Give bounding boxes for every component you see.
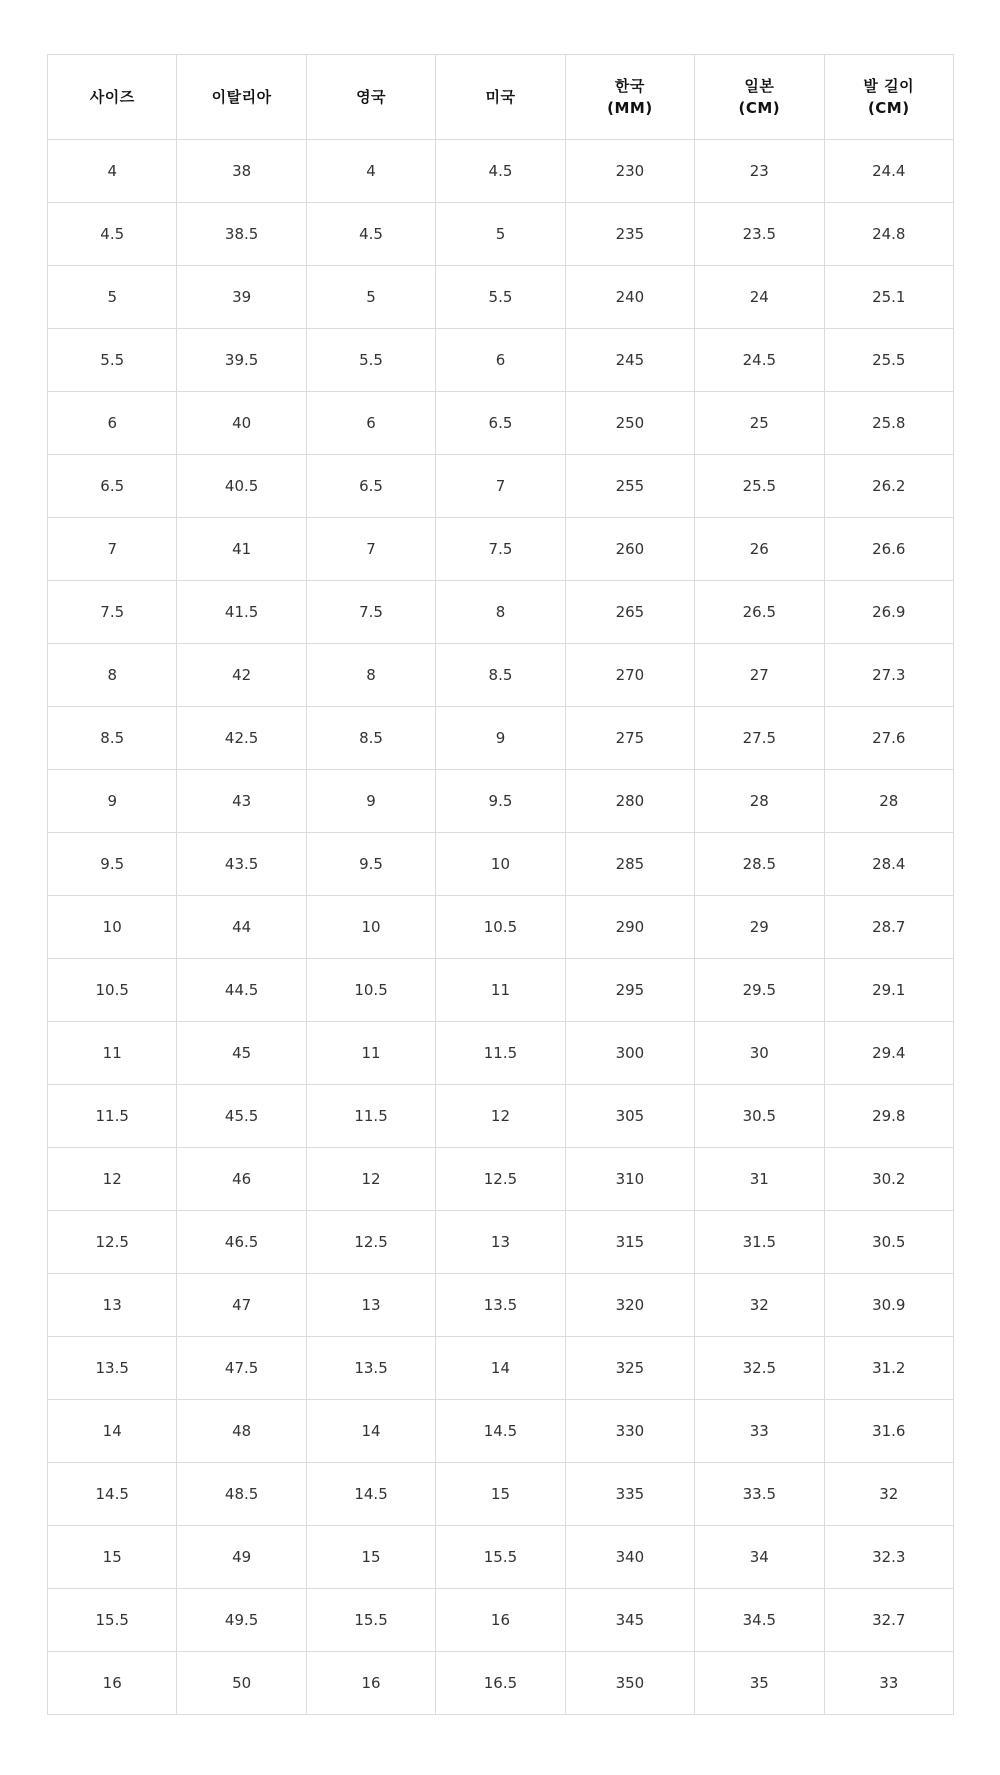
table-cell: 42.5 <box>177 707 306 770</box>
table-cell: 5 <box>436 203 565 266</box>
table-cell: 26 <box>695 518 824 581</box>
table-cell: 31.2 <box>824 1337 953 1400</box>
table-cell: 285 <box>565 833 694 896</box>
size-conversion-table <box>47 54 954 1715</box>
table-cell: 255 <box>565 455 694 518</box>
table-cell: 15 <box>306 1526 435 1589</box>
table-cell: 7 <box>436 455 565 518</box>
header-foot-length-cm <box>824 55 953 140</box>
table-cell: 335 <box>565 1463 694 1526</box>
table-cell: 12 <box>436 1085 565 1148</box>
table-cell: 24.8 <box>824 203 953 266</box>
table-row <box>48 518 954 581</box>
table-cell: 305 <box>565 1085 694 1148</box>
table-cell: 14 <box>306 1400 435 1463</box>
table-cell: 44.5 <box>177 959 306 1022</box>
table-cell: 15.5 <box>436 1526 565 1589</box>
table-cell: 9 <box>436 707 565 770</box>
table-cell: 315 <box>565 1211 694 1274</box>
table-cell: 28.4 <box>824 833 953 896</box>
table-cell: 8.5 <box>48 707 177 770</box>
table-row <box>48 203 954 266</box>
table-cell: 235 <box>565 203 694 266</box>
table-cell: 39 <box>177 266 306 329</box>
table-cell: 13 <box>48 1274 177 1337</box>
table-cell: 7 <box>306 518 435 581</box>
header-japan-cm <box>695 55 824 140</box>
table-cell: 29.8 <box>824 1085 953 1148</box>
table-cell: 11.5 <box>436 1022 565 1085</box>
table-cell: 12.5 <box>48 1211 177 1274</box>
table-cell: 32 <box>695 1274 824 1337</box>
table-cell: 24.5 <box>695 329 824 392</box>
table-cell: 10 <box>48 896 177 959</box>
column-header-label: 사이즈 <box>89 88 135 106</box>
table-cell: 47.5 <box>177 1337 306 1400</box>
table-cell: 4.5 <box>306 203 435 266</box>
table-cell: 5.5 <box>48 329 177 392</box>
table-cell: 29.5 <box>695 959 824 1022</box>
table-cell: 50 <box>177 1652 306 1715</box>
table-cell: 7.5 <box>436 518 565 581</box>
table-cell: 33 <box>824 1652 953 1715</box>
table-cell: 13 <box>306 1274 435 1337</box>
table-cell: 325 <box>565 1337 694 1400</box>
column-header-label: (MM) <box>607 99 653 117</box>
column-header-label: 일본 <box>744 77 775 95</box>
table-cell: 24.4 <box>824 140 953 203</box>
table-cell: 12.5 <box>306 1211 435 1274</box>
table-cell: 345 <box>565 1589 694 1652</box>
table-cell: 295 <box>565 959 694 1022</box>
table-body <box>48 140 954 1715</box>
column-header-label: (CM) <box>738 99 781 117</box>
table-cell: 33 <box>695 1400 824 1463</box>
table-cell: 46 <box>177 1148 306 1211</box>
table-cell: 14.5 <box>306 1463 435 1526</box>
table-row <box>48 1463 954 1526</box>
table-cell: 265 <box>565 581 694 644</box>
table-cell: 43 <box>177 770 306 833</box>
table-cell: 16 <box>306 1652 435 1715</box>
table-cell: 32.3 <box>824 1526 953 1589</box>
table-cell: 9.5 <box>436 770 565 833</box>
table-cell: 41.5 <box>177 581 306 644</box>
table-cell: 27.3 <box>824 644 953 707</box>
table-cell: 26.2 <box>824 455 953 518</box>
table-row <box>48 770 954 833</box>
table-cell: 10.5 <box>436 896 565 959</box>
table-cell: 6.5 <box>48 455 177 518</box>
table-cell: 33.5 <box>695 1463 824 1526</box>
table-cell: 10 <box>306 896 435 959</box>
table-cell: 6.5 <box>436 392 565 455</box>
table-row <box>48 1526 954 1589</box>
table-cell: 26.6 <box>824 518 953 581</box>
column-header-label: 한국 <box>614 77 645 95</box>
table-cell: 14.5 <box>48 1463 177 1526</box>
table-cell: 31.6 <box>824 1400 953 1463</box>
table-row <box>48 1400 954 1463</box>
table-cell: 49.5 <box>177 1589 306 1652</box>
table-cell: 5 <box>306 266 435 329</box>
table-cell: 280 <box>565 770 694 833</box>
table-cell: 26.5 <box>695 581 824 644</box>
table-cell: 32 <box>824 1463 953 1526</box>
table-cell: 40.5 <box>177 455 306 518</box>
table-cell: 15 <box>436 1463 565 1526</box>
table-row <box>48 140 954 203</box>
table-cell: 8.5 <box>306 707 435 770</box>
table-cell: 11.5 <box>306 1085 435 1148</box>
table-row <box>48 392 954 455</box>
column-header-label: 영국 <box>356 88 387 106</box>
table-cell: 14.5 <box>436 1400 565 1463</box>
table-cell: 10 <box>436 833 565 896</box>
table-cell: 28.5 <box>695 833 824 896</box>
table-cell: 4 <box>306 140 435 203</box>
table-cell: 27.6 <box>824 707 953 770</box>
table-row <box>48 1211 954 1274</box>
table-cell: 13 <box>436 1211 565 1274</box>
table-cell: 29 <box>695 896 824 959</box>
table-cell: 30.2 <box>824 1148 953 1211</box>
table-cell: 11 <box>436 959 565 1022</box>
table-cell: 30.5 <box>695 1085 824 1148</box>
table-cell: 26.9 <box>824 581 953 644</box>
table-cell: 32.7 <box>824 1589 953 1652</box>
table-row <box>48 329 954 392</box>
table-row <box>48 1337 954 1400</box>
table-cell: 16 <box>48 1652 177 1715</box>
table-cell: 31.5 <box>695 1211 824 1274</box>
table-cell: 24 <box>695 266 824 329</box>
table-cell: 47 <box>177 1274 306 1337</box>
table-cell: 23 <box>695 140 824 203</box>
table-cell: 4.5 <box>436 140 565 203</box>
table-cell: 300 <box>565 1022 694 1085</box>
table-cell: 260 <box>565 518 694 581</box>
table-cell: 4 <box>48 140 177 203</box>
table-cell: 11 <box>306 1022 435 1085</box>
table-cell: 6 <box>48 392 177 455</box>
table-cell: 23.5 <box>695 203 824 266</box>
column-header-label: (CM) <box>867 99 910 117</box>
table-cell: 8.5 <box>436 644 565 707</box>
table-cell: 8 <box>306 644 435 707</box>
table-cell: 5 <box>48 266 177 329</box>
table-row <box>48 833 954 896</box>
table-row <box>48 707 954 770</box>
table-cell: 7.5 <box>306 581 435 644</box>
table-cell: 48.5 <box>177 1463 306 1526</box>
header-uk <box>306 55 435 140</box>
table-cell: 49 <box>177 1526 306 1589</box>
table-cell: 9 <box>48 770 177 833</box>
table-cell: 40 <box>177 392 306 455</box>
table-cell: 46.5 <box>177 1211 306 1274</box>
table-cell: 6.5 <box>306 455 435 518</box>
table-cell: 30.5 <box>824 1211 953 1274</box>
table-row <box>48 1589 954 1652</box>
table-cell: 28 <box>824 770 953 833</box>
header-italy <box>177 55 306 140</box>
table-cell: 32.5 <box>695 1337 824 1400</box>
table-cell: 10.5 <box>306 959 435 1022</box>
table-row <box>48 455 954 518</box>
table-cell: 245 <box>565 329 694 392</box>
table-row <box>48 644 954 707</box>
table-cell: 4.5 <box>48 203 177 266</box>
table-cell: 11 <box>48 1022 177 1085</box>
table-cell: 31 <box>695 1148 824 1211</box>
table-cell: 42 <box>177 644 306 707</box>
table-cell: 25.5 <box>695 455 824 518</box>
header-row <box>48 55 954 140</box>
table-cell: 9.5 <box>48 833 177 896</box>
table-cell: 38 <box>177 140 306 203</box>
table-cell: 25 <box>695 392 824 455</box>
table-cell: 39.5 <box>177 329 306 392</box>
table-row <box>48 1022 954 1085</box>
column-header-label: 미국 <box>485 88 516 106</box>
table-cell: 25.5 <box>824 329 953 392</box>
table-cell: 7 <box>48 518 177 581</box>
table-cell: 29.4 <box>824 1022 953 1085</box>
table-cell: 27 <box>695 644 824 707</box>
table-cell: 8 <box>48 644 177 707</box>
table-cell: 5.5 <box>436 266 565 329</box>
table-cell: 7.5 <box>48 581 177 644</box>
table-cell: 25.8 <box>824 392 953 455</box>
column-header-label: 발 길이 <box>863 77 915 95</box>
table-header <box>48 55 954 140</box>
table-cell: 30.9 <box>824 1274 953 1337</box>
table-row <box>48 581 954 644</box>
table-cell: 16 <box>436 1589 565 1652</box>
table-cell: 330 <box>565 1400 694 1463</box>
table-cell: 15.5 <box>48 1589 177 1652</box>
table-row <box>48 1148 954 1211</box>
table-cell: 27.5 <box>695 707 824 770</box>
table-cell: 13.5 <box>306 1337 435 1400</box>
table-cell: 16.5 <box>436 1652 565 1715</box>
table-cell: 14 <box>436 1337 565 1400</box>
table-row <box>48 1085 954 1148</box>
table-cell: 43.5 <box>177 833 306 896</box>
table-cell: 15 <box>48 1526 177 1589</box>
table-row <box>48 959 954 1022</box>
table-cell: 11.5 <box>48 1085 177 1148</box>
table-row <box>48 1274 954 1337</box>
header-korea-mm <box>565 55 694 140</box>
table-cell: 340 <box>565 1526 694 1589</box>
table-cell: 8 <box>436 581 565 644</box>
table-cell: 34.5 <box>695 1589 824 1652</box>
header-us <box>436 55 565 140</box>
table-cell: 14 <box>48 1400 177 1463</box>
table-cell: 6 <box>306 392 435 455</box>
table-cell: 10.5 <box>48 959 177 1022</box>
table-cell: 45 <box>177 1022 306 1085</box>
table-cell: 34 <box>695 1526 824 1589</box>
table-cell: 12 <box>306 1148 435 1211</box>
column-header-label: 이탈리아 <box>211 88 272 106</box>
table-cell: 25.1 <box>824 266 953 329</box>
table-cell: 5.5 <box>306 329 435 392</box>
table-cell: 275 <box>565 707 694 770</box>
table-cell: 28.7 <box>824 896 953 959</box>
table-cell: 13.5 <box>48 1337 177 1400</box>
table-cell: 230 <box>565 140 694 203</box>
table-cell: 48 <box>177 1400 306 1463</box>
table-cell: 310 <box>565 1148 694 1211</box>
table-cell: 12 <box>48 1148 177 1211</box>
table-cell: 35 <box>695 1652 824 1715</box>
table-row <box>48 266 954 329</box>
table-cell: 41 <box>177 518 306 581</box>
table-cell: 13.5 <box>436 1274 565 1337</box>
table-cell: 28 <box>695 770 824 833</box>
table-cell: 270 <box>565 644 694 707</box>
table-cell: 6 <box>436 329 565 392</box>
table-cell: 250 <box>565 392 694 455</box>
table-cell: 12.5 <box>436 1148 565 1211</box>
table-cell: 44 <box>177 896 306 959</box>
table-cell: 350 <box>565 1652 694 1715</box>
header-size <box>48 55 177 140</box>
table-cell: 240 <box>565 266 694 329</box>
table-cell: 320 <box>565 1274 694 1337</box>
table-row <box>48 1652 954 1715</box>
table-cell: 29.1 <box>824 959 953 1022</box>
table-cell: 9 <box>306 770 435 833</box>
table-cell: 38.5 <box>177 203 306 266</box>
table-cell: 45.5 <box>177 1085 306 1148</box>
table-row <box>48 896 954 959</box>
table-cell: 9.5 <box>306 833 435 896</box>
table-cell: 30 <box>695 1022 824 1085</box>
table-cell: 290 <box>565 896 694 959</box>
table-cell: 15.5 <box>306 1589 435 1652</box>
